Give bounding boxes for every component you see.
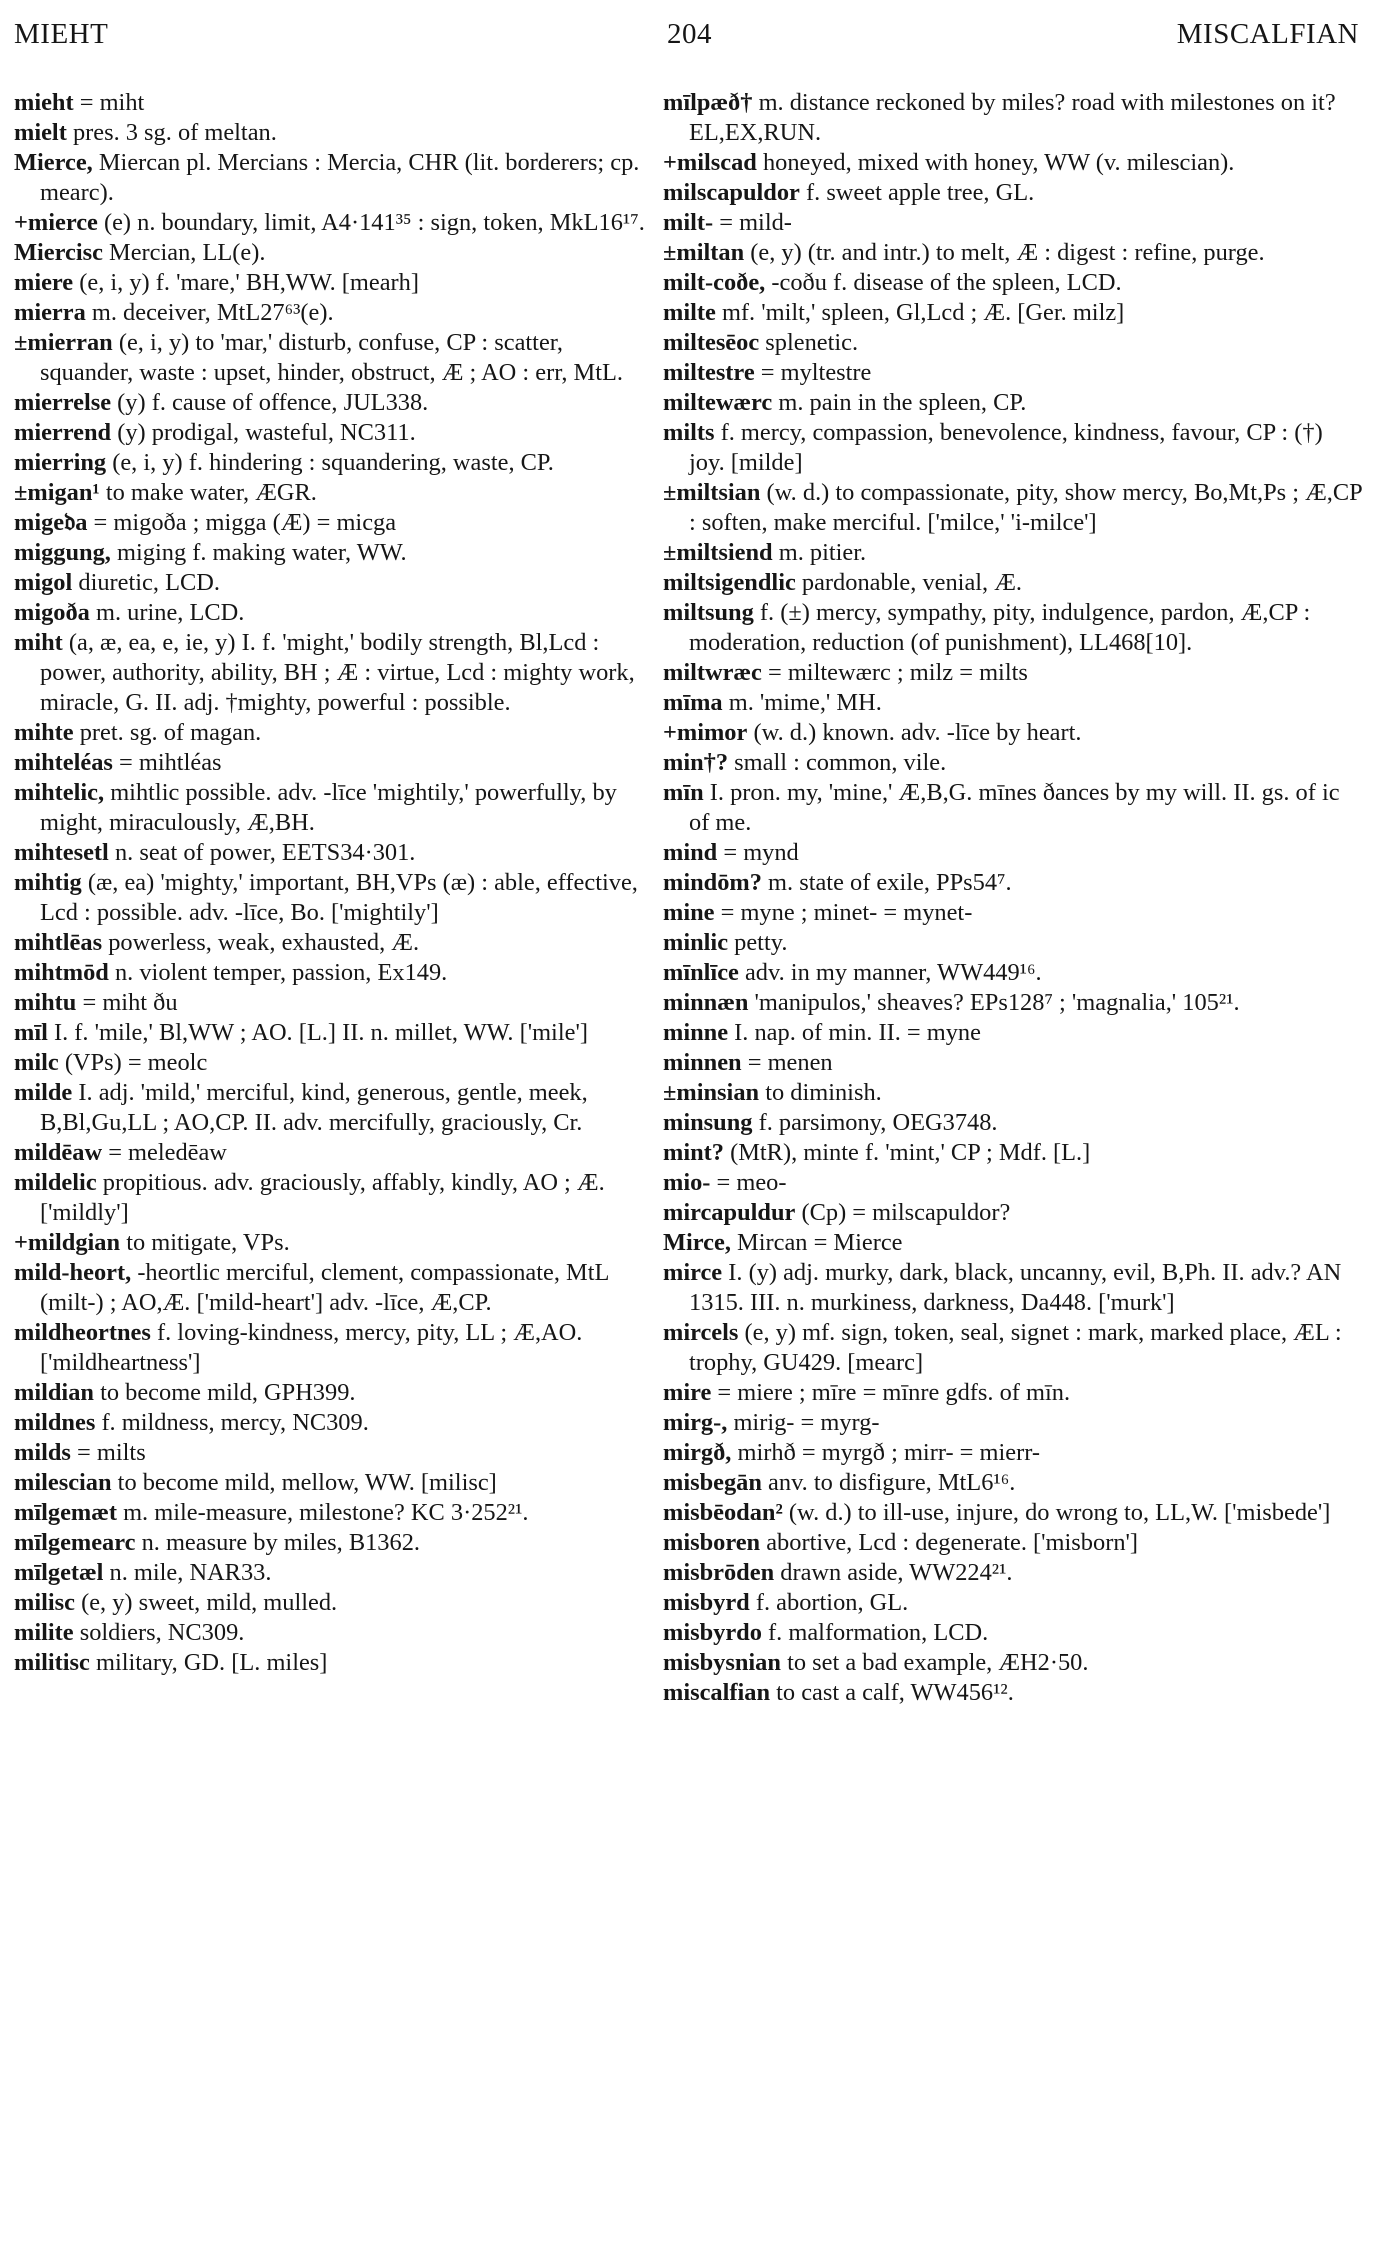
entry-definition: f. mildness, mercy, NC309. [101, 1409, 369, 1436]
entry-definition: n. seat of power, EETS34·301. [114, 839, 416, 866]
header-left-guideword: MIEHT [14, 18, 109, 50]
entry-definition: f. loving-kindness, mercy, pity, LL ; Æ,AO. ['mildheartness'] [40, 1319, 583, 1376]
entry-definition: to become mild, mellow, WW. [milisc] [117, 1469, 497, 1496]
entry-definition: adv. in my manner, WW449¹⁶. [744, 959, 1042, 986]
entry-definition: splenetic. [765, 329, 859, 356]
entry-headword: mīlpæð† [663, 89, 753, 116]
entry-definition: abortive, Lcd : degenerate. ['misborn'] [766, 1529, 1139, 1556]
entry-headword: mildelic [14, 1169, 97, 1196]
entry-headword: milt- [663, 209, 714, 236]
entry-headword: misbyrdo [663, 1619, 762, 1646]
entry-headword: milte [663, 299, 716, 326]
entry-headword: milds [14, 1439, 71, 1466]
dictionary-entry [14, 268, 646, 298]
dictionary-entry [663, 1588, 1363, 1618]
entry-definition: drawn aside, WW224²¹. [780, 1559, 1013, 1586]
dictionary-entry [14, 118, 646, 148]
dictionary-entry [14, 778, 646, 838]
dictionary-entry [14, 1228, 646, 1258]
entry-definition: = miltewærc ; milz = milts [767, 659, 1028, 686]
entry-definition: to mitigate, VPs. [126, 1229, 290, 1256]
entry-definition: petty. [734, 929, 788, 956]
entry-headword: mihtu [14, 989, 77, 1016]
dictionary-entry [663, 208, 1363, 238]
entry-definition: m. deceiver, MtL27⁶³(e). [91, 299, 334, 326]
entry-definition: (e, i, y) to 'mar,' disturb, confuse, CP : scatter, squander, waste : upset, hinder, obstruct, Æ ; AO : err, MtL. [40, 329, 624, 386]
entry-headword: mihtig [14, 869, 82, 896]
dictionary-entry [14, 838, 646, 868]
dictionary-entry [663, 538, 1363, 568]
dictionary-entry [14, 568, 646, 598]
entry-headword: minne [663, 1019, 729, 1046]
entry-definition: honeyed, mixed with honey, WW (v. milescian). [762, 149, 1235, 176]
entry-headword: mīl [14, 1019, 48, 1046]
dictionary-entry [14, 388, 646, 418]
entry-headword: min†? [663, 749, 729, 776]
entry-definition: = miht [79, 89, 145, 116]
dictionary-entry [663, 268, 1363, 298]
dictionary-entry [663, 148, 1363, 178]
dictionary-entry [663, 718, 1363, 748]
entry-definition: = mynd [723, 839, 799, 866]
dictionary-entry [14, 328, 646, 388]
entry-headword: mihtesetl [14, 839, 109, 866]
entry-definition: mihtlic possible. adv. -līce 'mightily,' powerfully, by might, miraculously, Æ,BH. [40, 779, 617, 836]
dictionary-entry [663, 1648, 1363, 1678]
dictionary-entry [663, 238, 1363, 268]
entry-headword: mielt [14, 119, 67, 146]
entry-definition: (w. d.) known. adv. -līce by heart. [753, 719, 1082, 746]
entry-headword: miltsung [663, 599, 754, 626]
entry-definition: mirhð = myrgð ; mirr- = mierr- [737, 1439, 1040, 1466]
dictionary-entry [14, 208, 646, 238]
dictionary-entry [14, 1588, 646, 1618]
entry-headword: mildnes [14, 1409, 96, 1436]
entry-definition: m. state of exile, PPs54⁷. [768, 869, 1012, 896]
entry-headword: miltwræc [663, 659, 762, 686]
entry-headword: migol [14, 569, 73, 596]
entry-headword: minlic [663, 929, 729, 956]
dictionary-entry [14, 538, 646, 568]
entry-headword: mild-heort, [14, 1259, 132, 1286]
entry-definition: (w. d.) to compassionate, pity, show mercy, Bo,Mt,Ps ; Æ,CP : soften, make merciful. ['milce,' 'i-milce'] [689, 479, 1362, 536]
entry-headword: mierra [14, 299, 86, 326]
entry-definition: mf. 'milt,' spleen, Gl,Lcd ; Æ. [Ger. milz] [721, 299, 1125, 326]
dictionary-entry [663, 1408, 1363, 1438]
entry-headword: misbyrd [663, 1589, 750, 1616]
dictionary-entry [14, 1438, 646, 1468]
entry-headword: mildēaw [14, 1139, 103, 1166]
entry-headword: mihte [14, 719, 74, 746]
dictionary-entry [14, 298, 646, 328]
entry-headword: mige𝔡a [14, 509, 88, 536]
entry-headword: mirgð, [663, 1439, 732, 1466]
entry-headword: mircapuldur [663, 1199, 796, 1226]
entry-definition: m. pain in the spleen, CP. [778, 389, 1027, 416]
entry-definition: (e, i, y) f. 'mare,' BH,WW. [mearh] [79, 269, 419, 296]
entry-headword: mīlgemearc [14, 1529, 136, 1556]
entry-headword: miggung, [14, 539, 111, 566]
entry-headword: minsung [663, 1109, 753, 1136]
entry-definition: I. nap. of min. II. = myne [734, 1019, 981, 1046]
entry-headword: ±miltan [663, 239, 745, 266]
entry-definition: small : common, vile. [734, 749, 947, 776]
entry-definition: I. pron. my, 'mine,' Æ,B,G. mīnes ðances by my will. II. gs. of ic of me. [689, 779, 1340, 836]
entry-headword: mind [663, 839, 718, 866]
dictionary-entry [663, 1078, 1363, 1108]
entry-headword: mildian [14, 1379, 94, 1406]
entry-headword: ±minsian [663, 1079, 760, 1106]
entry-headword: miltsigendlic [663, 569, 796, 596]
entry-definition: propitious. adv. graciously, affably, kindly, AO ; Æ. ['mildly'] [40, 1169, 605, 1226]
entry-headword: mirg-, [663, 1409, 728, 1436]
entry-definition: f. (±) mercy, sympathy, pity, indulgence, pardon, Æ,CP : moderation, reduction (of punishment), LL468[10]. [689, 599, 1311, 656]
entry-definition: f. abortion, GL. [755, 1589, 909, 1616]
entry-headword: +mimor [663, 719, 748, 746]
dictionary-entry [14, 1648, 646, 1678]
dictionary-entry [663, 1048, 1363, 1078]
entry-definition: (e, i, y) f. hindering : squandering, waste, CP. [112, 449, 554, 476]
entry-definition: miging f. making water, WW. [117, 539, 407, 566]
dictionary-entry [14, 1468, 646, 1498]
dictionary-entry [14, 868, 646, 928]
dictionary-entry [14, 418, 646, 448]
page-header [8, 18, 1371, 58]
dictionary-entry [14, 628, 646, 718]
entry-definition: (æ, ea) 'mighty,' important, BH,VPs (æ) : able, effective, Lcd : possible. adv. -līce, Bo. ['mightily'] [40, 869, 638, 926]
entry-definition: n. measure by miles, B1362. [141, 1529, 420, 1556]
entry-definition: = miht ðu [82, 989, 178, 1016]
entry-headword: mīlgetæl [14, 1559, 104, 1586]
dictionary-entry [14, 1558, 646, 1588]
dictionary-entry [663, 1018, 1363, 1048]
entry-definition: m. mile-measure, milestone? KC 3·252²¹. [123, 1499, 529, 1526]
dictionary-entry [663, 778, 1363, 838]
entry-definition: f. sweet apple tree, GL. [806, 179, 1035, 206]
entry-headword: mihteléas [14, 749, 113, 776]
entry-headword: mierrend [14, 419, 112, 446]
entry-headword: mint? [663, 1139, 724, 1166]
dictionary-entry [663, 688, 1363, 718]
dictionary-entry [663, 178, 1363, 208]
entry-headword: +milscad [663, 149, 757, 176]
entry-definition: to become mild, GPH399. [100, 1379, 356, 1406]
header-right-guideword: MISCALFIAN [1176, 18, 1359, 50]
entry-definition: = milts [77, 1439, 146, 1466]
dictionary-entry [663, 1258, 1363, 1318]
entry-headword: minnen [663, 1049, 742, 1076]
entry-definition: to diminish. [765, 1079, 882, 1106]
entry-definition: (e) n. boundary, limit, A4·141³⁵ : sign, token, MkL16¹⁷. [103, 209, 645, 236]
dictionary-entry [663, 358, 1363, 388]
entry-headword: mīma [663, 689, 723, 716]
entry-headword: mīlgemæt [14, 1499, 117, 1526]
dictionary-entry [14, 238, 646, 268]
entry-headword: miltestre [663, 359, 755, 386]
entry-definition: f. malformation, LCD. [768, 1619, 989, 1646]
dictionary-entry [14, 448, 646, 478]
entry-headword: miltewærc [663, 389, 773, 416]
dictionary-entry [14, 478, 646, 508]
entry-definition: 'manipulos,' sheaves? EPs128⁷ ; 'magnalia,' 105²¹. [754, 989, 1240, 1016]
entry-definition: (MtR), minte f. 'mint,' CP ; Mdf. [L.] [730, 1139, 1091, 1166]
entry-definition: Mircan = Mierce [737, 1229, 903, 1256]
dictionary-entry [663, 388, 1363, 418]
entry-headword: mihtelic, [14, 779, 105, 806]
dictionary-entry [14, 148, 646, 208]
entry-definition: pret. sg. of magan. [79, 719, 262, 746]
dictionary-entry [14, 1258, 646, 1318]
entry-definition: m. urine, LCD. [96, 599, 245, 626]
dictionary-entry [663, 88, 1363, 148]
entry-definition: I. f. 'mile,' Bl,WW ; AO. [L.] II. n. millet, WW. ['mile'] [53, 1019, 588, 1046]
entry-headword: +mierce [14, 209, 98, 236]
entry-headword: mieht [14, 89, 74, 116]
entry-headword: Mierce, [14, 149, 93, 176]
entry-definition: n. mile, NAR33. [109, 1559, 272, 1586]
entry-definition: -heortlic merciful, clement, compassionate, MtL (milt-) ; AO,Æ. ['mild-heart'] adv. -līce, Æ,CP. [40, 1259, 609, 1316]
entry-headword: mindōm? [663, 869, 762, 896]
entry-headword: mio- [663, 1169, 711, 1196]
entry-definition: diuretic, LCD. [78, 569, 220, 596]
dictionary-entry [663, 1498, 1363, 1528]
entry-headword: misbysnian [663, 1649, 781, 1676]
entry-definition: to set a bad example, ÆH2·50. [787, 1649, 1089, 1676]
entry-headword: mildheortnes [14, 1319, 151, 1346]
entry-headword: mirce [663, 1259, 723, 1286]
entry-headword: miere [14, 269, 74, 296]
dictionary-entry [663, 1138, 1363, 1168]
dictionary-entry [14, 1078, 646, 1138]
entry-definition: = myne ; minet- = mynet- [720, 899, 973, 926]
dictionary-entry [663, 598, 1363, 658]
entry-headword: milc [14, 1049, 59, 1076]
dictionary-entry [663, 658, 1363, 688]
entry-definition: I. (y) adj. murky, dark, black, uncanny, evil, B,Ph. II. adv.? AN 1315. III. n. murkiness, darkness, Da448. ['murk'] [689, 1259, 1342, 1316]
entry-definition: Mercian, LL(e). [109, 239, 266, 266]
entry-headword: +mildgian [14, 1229, 121, 1256]
entry-definition: (y) prodigal, wasteful, NC311. [117, 419, 416, 446]
dictionary-entry [663, 418, 1363, 478]
entry-definition: n. violent temper, passion, Ex149. [114, 959, 448, 986]
entry-headword: mine [663, 899, 715, 926]
dictionary-entry [14, 1408, 646, 1438]
entry-headword: misbegān [663, 1469, 762, 1496]
entry-definition: = myltestre [760, 359, 872, 386]
dictionary-entry [663, 838, 1363, 868]
entry-definition: = mihtléas [119, 749, 222, 776]
dictionary-entry [663, 958, 1363, 988]
entry-headword: milescian [14, 1469, 112, 1496]
dictionary-entry [663, 898, 1363, 928]
entry-headword: ±miltsian [663, 479, 761, 506]
dictionary-entry [663, 1528, 1363, 1558]
dictionary-entry [663, 1468, 1363, 1498]
dictionary-entry [663, 1108, 1363, 1138]
entry-definition: = menen [747, 1049, 833, 1076]
entry-definition: = mild- [719, 209, 792, 236]
right-column [663, 88, 1363, 2255]
dictionary-entry [663, 1618, 1363, 1648]
entry-definition: I. adj. 'mild,' merciful, kind, generous, gentle, meek, B,Bl,Gu,LL ; AO,CP. II. adv. mercifully, graciously, Cr. [40, 1079, 588, 1136]
entry-definition: powerless, weak, exhausted, Æ. [108, 929, 420, 956]
dictionary-entry [14, 958, 646, 988]
dictionary-entry [663, 1438, 1363, 1468]
dictionary-entry [14, 1168, 646, 1228]
dictionary-entry [663, 568, 1363, 598]
page-number: 204 [667, 18, 712, 50]
dictionary-entry [663, 328, 1363, 358]
dictionary-entry [663, 1678, 1363, 1708]
dictionary-entry [663, 928, 1363, 958]
entry-headword: Miercisc [14, 239, 103, 266]
dictionary-entry [663, 298, 1363, 328]
entry-definition: -coðu f. disease of the spleen, LCD. [771, 269, 1122, 296]
entry-headword: mire [663, 1379, 712, 1406]
entry-definition: (e, y) mf. sign, token, seal, signet : mark, marked place, ÆL : trophy, GU429. [mearc] [689, 1319, 1342, 1376]
entry-headword: mīnlīce [663, 959, 739, 986]
entry-headword: Mirce, [663, 1229, 731, 1256]
entry-definition: pardonable, venial, Æ. [801, 569, 1023, 596]
entry-definition: f. mercy, compassion, benevolence, kindness, favour, CP : (†) joy. [milde] [689, 419, 1323, 476]
entry-definition: (a, æ, ea, e, ie, y) I. f. 'might,' bodily strength, Bl,Lcd : power, authority, ability, BH ; Æ : virtue, Lcd : mighty work, miracle, G. II. adj. †mighty, powerful : possible. [40, 629, 635, 716]
entry-definition: m. distance reckoned by miles? road with milestones on it? EL,EX,RUN. [689, 89, 1336, 146]
dictionary-entry [663, 1558, 1363, 1588]
entry-definition: Miercan pl. Mercians : Mercia, CHR (lit. borderers; cp. mearc). [40, 149, 640, 206]
entry-headword: miscalfian [663, 1679, 771, 1706]
entry-headword: misboren [663, 1529, 761, 1556]
entry-definition: = miere ; mīre = mīnre gdfs. of mīn. [717, 1379, 1071, 1406]
entry-headword: miht [14, 629, 63, 656]
dictionary-entry [663, 748, 1363, 778]
dictionary-entry [663, 1168, 1363, 1198]
left-column [14, 88, 646, 2255]
dictionary-entry [14, 1318, 646, 1378]
dictionary-entry [14, 1378, 646, 1408]
dictionary-entry [14, 598, 646, 628]
entry-headword: milscapuldor [663, 179, 800, 206]
entry-definition: = migoða ; migga (Æ) = micga [93, 509, 397, 536]
entry-headword: mīn [663, 779, 704, 806]
dictionary-entry [14, 88, 646, 118]
entry-definition: m. pitier. [778, 539, 867, 566]
dictionary-entry [663, 478, 1363, 538]
dictionary-entry [14, 928, 646, 958]
entry-definition: to cast a calf, WW456¹². [776, 1679, 1014, 1706]
entry-definition: f. parsimony, OEG3748. [758, 1109, 998, 1136]
dictionary-entry [14, 988, 646, 1018]
entry-headword: milde [14, 1079, 73, 1106]
dictionary-entry [663, 1378, 1363, 1408]
dictionary-entry [14, 718, 646, 748]
dictionary-entry [663, 1228, 1363, 1258]
entry-definition: m. 'mime,' MH. [728, 689, 882, 716]
entry-headword: mierring [14, 449, 107, 476]
entry-definition: (w. d.) to ill-use, injure, do wrong to, LL,W. ['misbede'] [788, 1499, 1331, 1526]
dictionary-entry [14, 1138, 646, 1168]
entry-headword: ±miltsiend [663, 539, 773, 566]
entry-headword: milts [663, 419, 715, 446]
entry-headword: milite [14, 1619, 74, 1646]
entry-headword: milt-coðe, [663, 269, 766, 296]
dictionary-entry [14, 1528, 646, 1558]
entry-definition: (e, y) (tr. and intr.) to melt, Æ : digest : refine, purge. [750, 239, 1265, 266]
entry-definition: military, GD. [L. miles] [95, 1649, 328, 1676]
dictionary-entry [14, 748, 646, 778]
dictionary-entry [14, 1018, 646, 1048]
entry-headword: mierrelse [14, 389, 112, 416]
entry-headword: migoða [14, 599, 90, 626]
entry-definition: soldiers, NC309. [79, 1619, 245, 1646]
entry-headword: mircels [663, 1319, 739, 1346]
entry-headword: militisc [14, 1649, 90, 1676]
entry-definition: (y) f. cause of offence, JUL338. [117, 389, 429, 416]
entry-definition: (VPs) = meolc [64, 1049, 208, 1076]
dictionary-entry [14, 1618, 646, 1648]
entry-headword: misbrōden [663, 1559, 775, 1586]
entry-headword: mihtmōd [14, 959, 109, 986]
dictionary-entry [663, 1198, 1363, 1228]
entry-headword: milisc [14, 1589, 75, 1616]
entry-headword: mihtlēas [14, 929, 103, 956]
entry-definition: (e, y) sweet, mild, mulled. [81, 1589, 338, 1616]
entry-definition: = meo- [716, 1169, 787, 1196]
entry-headword: minnæn [663, 989, 749, 1016]
dictionary-entry [14, 1048, 646, 1078]
entry-definition: anv. to disfigure, MtL6¹⁶. [768, 1469, 1016, 1496]
entry-definition: pres. 3 sg. of meltan. [72, 119, 277, 146]
entry-headword: misbēodan² [663, 1499, 783, 1526]
dictionary-entry [663, 1318, 1363, 1378]
dictionary-entry [14, 508, 646, 538]
dictionary-entry [663, 988, 1363, 1018]
entry-definition: (Cp) = milscapuldor? [801, 1199, 1011, 1226]
dictionary-entry [663, 868, 1363, 898]
entry-definition: to make water, ÆGR. [105, 479, 317, 506]
entry-headword: ±mierran [14, 329, 113, 356]
entry-definition: mirig- = myrg- [733, 1409, 880, 1436]
entry-headword: ±migan¹ [14, 479, 100, 506]
dictionary-entry [14, 1498, 646, 1528]
entry-definition: = meledēaw [108, 1139, 227, 1166]
entry-headword: miltesēoc [663, 329, 760, 356]
